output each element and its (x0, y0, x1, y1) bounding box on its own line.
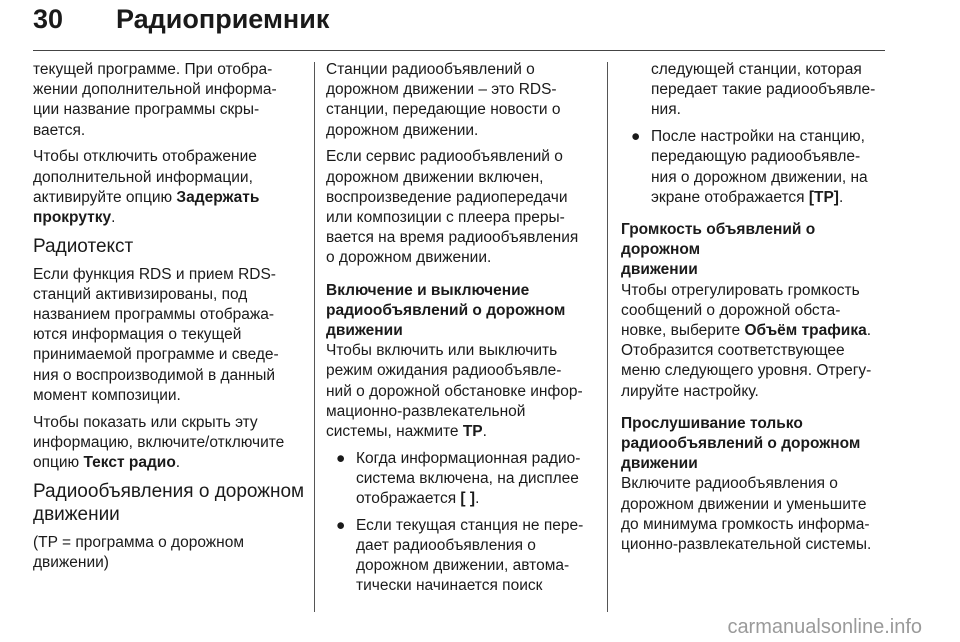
paragraph: Если сервис радиообъявлений о дорожном движении включен, воспроизведение радиопередачи или композиции с плеера преры- вается на время радиообъявления о дорожном движении. (326, 148, 579, 267)
list-item: ● Когда информационная радио- система включена, на дисплее отображается [ ]. (336, 449, 581, 508)
option-delay-scroll: Задержать прокрутку (33, 188, 260, 226)
paragraph: Если функция RDS и прием RDS- станций активизированы, под названием программы отобража- ются информация о текущей принимаемой программе и сведе- ния о воспроизводимой в данный момент композиции. (33, 265, 279, 404)
bullet-icon: ● (631, 128, 641, 146)
list-item: ● Если текущая станция не пере- дает радиообъявления о дорожном движении, автома- тически начинается поиск (336, 516, 584, 595)
footer-watermark: carmanualsonline.info (727, 616, 922, 638)
column-1 (33, 60, 305, 580)
paragraph: Чтобы отрегулировать громкость сообщений о дорожной обста- новке, выберите Объём трафика. Отобразится соответствующее меню следующего уровня. Отрегу- лируйте настройку. (621, 281, 872, 400)
paragraph: Чтобы включить или выключить режим ожидания радиообъявле- ний о дорожной обстановке инфор- мационно-развлекательной системы, нажмите TP. (326, 342, 583, 440)
paragraph: Чтобы отключить отображение дополнительной информации, активируйте опцию Задержать прокрутку. (33, 148, 260, 226)
button-label-tp: TP (462, 422, 483, 440)
column-divider-1 (314, 62, 315, 612)
paragraph: Чтобы показать или скрыть эту информацию, включите/отключите опцию Текст радио. (33, 413, 285, 471)
column-divider-2 (607, 62, 608, 612)
display-indicator-tp: [TP] (808, 188, 839, 206)
chapter-title: Радиоприемник (116, 4, 330, 34)
bullet-list (621, 127, 893, 208)
section-heading-radiotext: Радиотекст (33, 235, 134, 257)
list-item-continuation: следующей станции, которая передает такие радиообъявле- ния. (651, 61, 876, 119)
paragraph: Станции радиообъявлений о дорожном движении – это RDS- станции, передающие новости о дорожном движении. (326, 61, 561, 139)
bullet-icon: ● (336, 449, 346, 467)
subheading-toggle-traffic: Включение и выключение радиообъявлений о дорожном движении (326, 281, 566, 339)
paragraph: (TP = программа о дорожном движении) (33, 533, 244, 571)
subheading-traffic-only: Прослушивание только радиообъявлений о дорожном движении (621, 414, 861, 473)
list-item: ● После настройки на станцию, передающую радиообъявле- ния о дорожном движении, на экране отображается [TP]. (631, 128, 868, 206)
option-traffic-volume: Объём трафика (744, 321, 867, 339)
bullet-icon: ● (336, 516, 346, 534)
column-2 (326, 60, 598, 603)
page-number: 30 (33, 4, 64, 34)
subheading-traffic-volume: Громкость объявлений о дорожном движении (621, 220, 816, 279)
paragraph: Включите радиообъявления о дорожном движении и уменьшите до минимума громкость информа- ционно-развлекательной системы. (621, 475, 872, 553)
section-heading-traffic: Радиообъявления о дорожном движении (33, 480, 305, 525)
header-rule (33, 50, 885, 51)
display-indicator: [ ] (460, 490, 476, 508)
paragraph: текущей программе. При отобра- жении дополнительной информа- ции название программы скры- вается. (33, 61, 277, 139)
column-3 (621, 60, 893, 562)
option-radio-text: Текст радио (83, 453, 176, 471)
bullet-list (326, 449, 598, 597)
page-header (33, 0, 885, 50)
